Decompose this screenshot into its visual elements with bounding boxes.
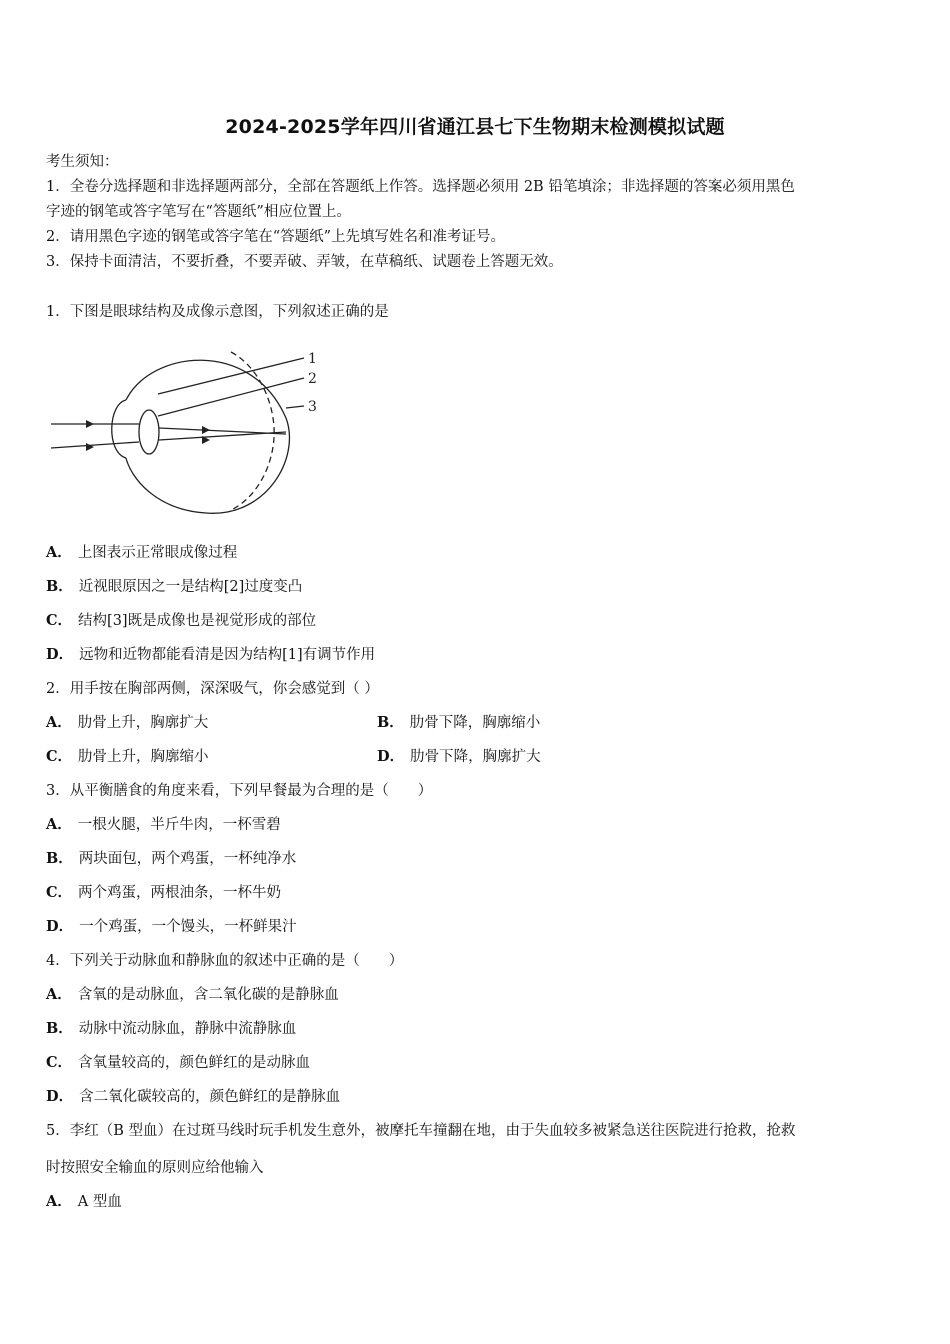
option-text: 含二氧化碳较高的，颜色鲜红的是静脉血 — [79, 1089, 341, 1105]
question-2-option-c[interactable] — [46, 747, 209, 767]
question-1-stem: 1．下图是眼球结构及成像示意图，下列叙述正确的是 — [46, 304, 389, 320]
question-5-stem-line-1: 5．李红（B 型血）在过斑马线时玩手机发生意外，被摩托车撞翻在地，由于失血较多被紧急送往医院进行抢救，抢救 — [46, 1123, 796, 1139]
option-label: D． — [46, 646, 74, 663]
notice-item-1-line-2: 字迹的钢笔或答字笔写在“答题纸”相应位置上。 — [46, 204, 351, 220]
option-label: A． — [46, 544, 72, 561]
option-label: B． — [46, 578, 73, 595]
question-1-option-c[interactable] — [46, 611, 316, 631]
option-text: 上图表示正常眼成像过程 — [77, 545, 238, 561]
option-text: 肋骨上升，胸廓缩小 — [78, 749, 209, 765]
option-label: B． — [46, 1020, 73, 1037]
diagram-label-3: 3 — [308, 399, 317, 415]
question-1-option-a[interactable] — [46, 543, 237, 563]
diagram-label-1: 1 — [308, 351, 317, 367]
option-text: 动脉中流动脉血，静脉中流静脉血 — [78, 1021, 297, 1037]
notice-heading: 考生须知： — [46, 154, 119, 170]
question-3-stem: 3．从平衡膳食的角度来看，下列早餐最为合理的是（ ） — [46, 783, 433, 799]
question-4-option-a[interactable] — [46, 985, 339, 1005]
notice-item-2: 2．请用黑色字迹的钢笔或答字笔在“答题纸”上先填写姓名和准考证号。 — [46, 229, 506, 245]
question-3-option-d[interactable] — [46, 917, 297, 937]
question-1-option-d[interactable] — [46, 645, 375, 665]
option-text: 肋骨下降，胸廓扩大 — [410, 749, 541, 765]
cornea-shape — [112, 400, 126, 458]
question-2-option-d[interactable] — [377, 747, 541, 767]
option-label: C． — [46, 1054, 73, 1071]
option-text: 含氧的是动脉血，含二氧化碳的是静脉血 — [77, 987, 339, 1003]
question-3-option-a[interactable] — [46, 815, 281, 835]
page-title: 2024-2025学年四川省通江县七下生物期末检测模拟试题 — [225, 116, 725, 138]
option-text: 两个鸡蛋，两根油条，一杯牛奶 — [78, 885, 282, 901]
question-4-option-b[interactable] — [46, 1019, 296, 1039]
question-4-stem: 4．下列关于动脉血和静脉血的叙述中正确的是（ ） — [46, 953, 404, 969]
option-label: A． — [46, 714, 72, 731]
option-text: 远物和近物都能看清是因为结构[1]有调节作用 — [79, 647, 376, 663]
option-text: 一个鸡蛋，一个馒头，一杯鲜果汁 — [79, 919, 297, 935]
question-5-stem-line-2: 时按照安全输血的原则应给他输入 — [46, 1160, 264, 1176]
question-3-option-c[interactable] — [46, 883, 281, 903]
notice-item-3: 3．保持卡面清洁，不要折叠，不要弄破、弄皱，在草稿纸、试题卷上答题无效。 — [46, 254, 563, 270]
option-label: C． — [46, 748, 73, 765]
question-2-option-a[interactable] — [46, 713, 208, 733]
option-text: 一根火腿，半斤牛肉，一杯雪碧 — [77, 817, 281, 833]
question-2-option-b[interactable] — [377, 713, 540, 733]
option-text: A 型血 — [77, 1194, 122, 1210]
question-2-stem: 2．用手按在胸部两侧，深深吸气，你会感觉到（ ） — [46, 681, 379, 697]
option-label: C． — [46, 612, 73, 629]
question-4-option-c[interactable] — [46, 1053, 310, 1073]
diagram-label-2: 2 — [308, 371, 317, 387]
option-label: C． — [46, 884, 73, 901]
question-5-option-a[interactable] — [46, 1192, 122, 1212]
question-3-option-b[interactable] — [46, 849, 296, 869]
option-label: B． — [377, 714, 404, 731]
option-label: D． — [46, 1088, 74, 1105]
option-text: 含氧量较高的，颜色鲜红的是动脉血 — [78, 1055, 311, 1071]
option-label: A． — [46, 986, 72, 1003]
option-label: D． — [377, 748, 405, 765]
option-label: D． — [46, 918, 74, 935]
option-text: 两块面包，两个鸡蛋，一杯纯净水 — [78, 851, 297, 867]
eyeball-diagram — [46, 338, 336, 527]
option-text: 肋骨下降，胸廓缩小 — [409, 715, 541, 731]
option-label: A． — [46, 816, 72, 833]
option-text: 近视眼原因之一是结构[2]过度变凸 — [78, 579, 303, 595]
question-1-option-b[interactable] — [46, 577, 302, 597]
question-4-option-d[interactable] — [46, 1087, 340, 1107]
notice-item-1-line-1: 1．全卷分选择题和非选择题两部分，全部在答题纸上作答。选择题必须用 2B 铅笔填涂；非选择题的答案必须用黑色 — [46, 179, 795, 195]
lens-shape — [139, 410, 159, 454]
option-text: 肋骨上升，胸廓扩大 — [77, 715, 209, 731]
option-label: B． — [46, 850, 73, 867]
option-label: A． — [46, 1193, 72, 1210]
option-text: 结构[3]既是成像也是视觉形成的部位 — [78, 613, 317, 629]
